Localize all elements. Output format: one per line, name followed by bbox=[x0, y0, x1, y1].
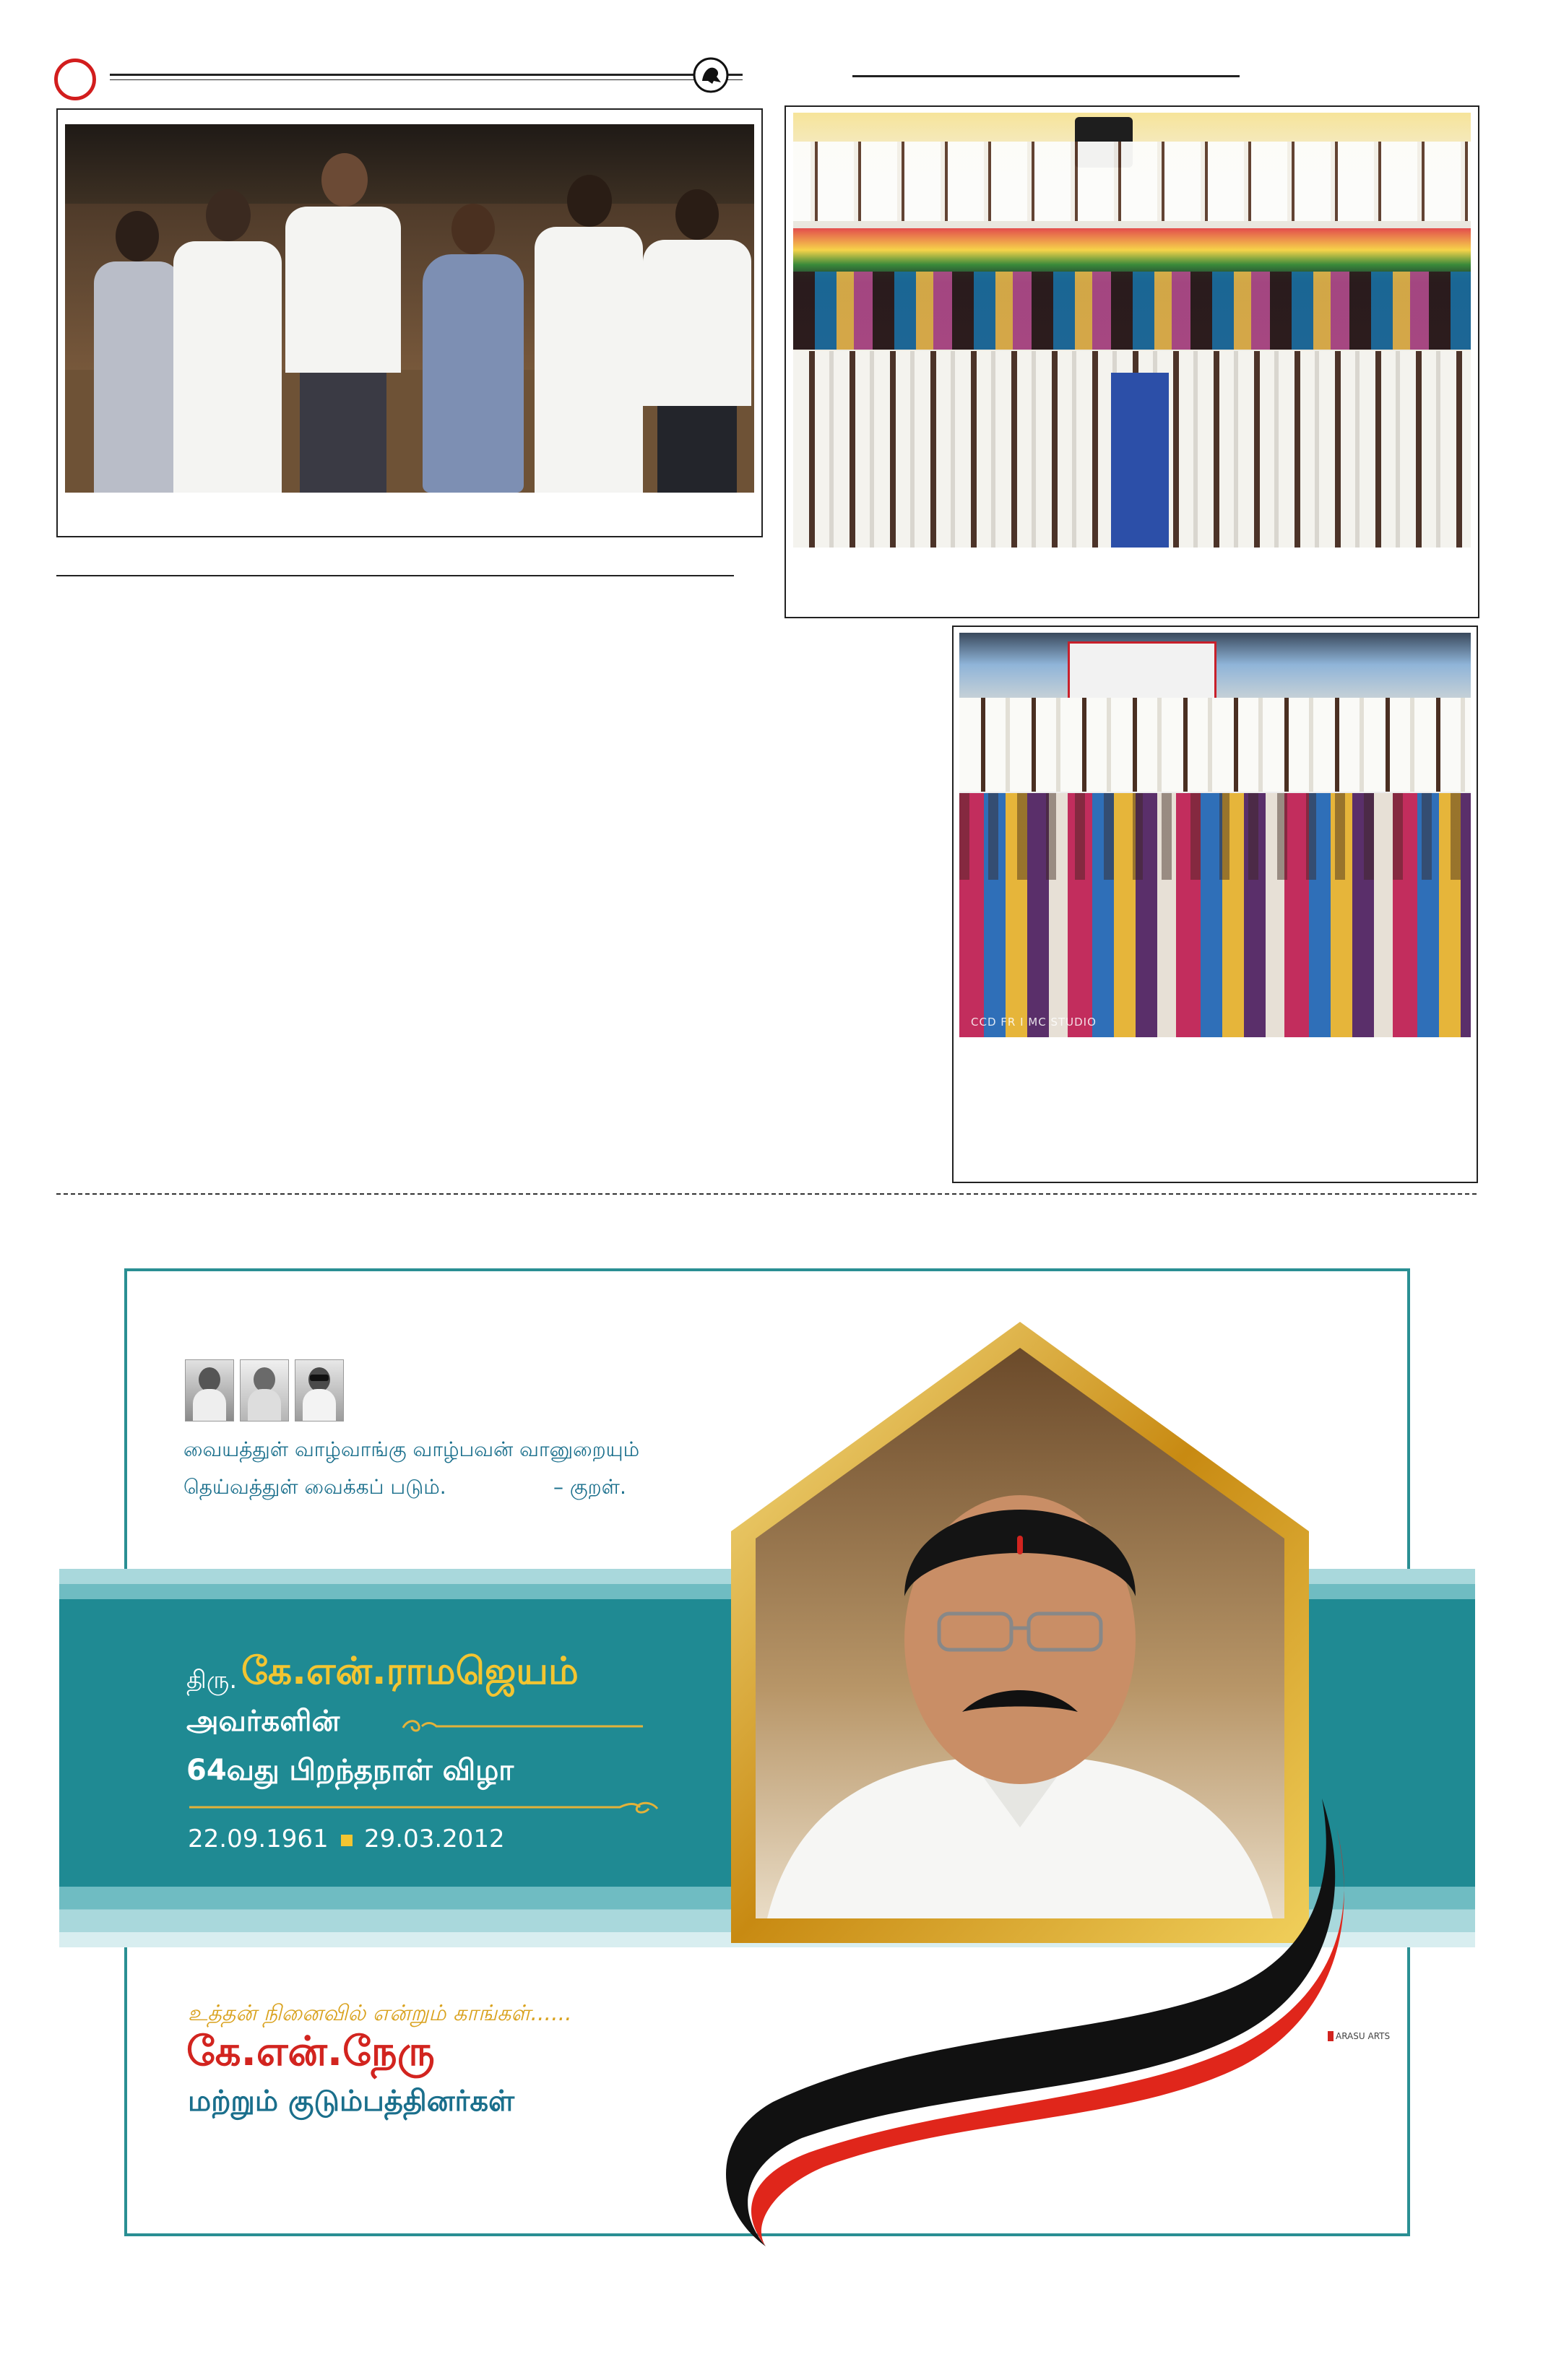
person-name: கே.என்.ராமஜெயம் bbox=[241, 1650, 579, 1693]
header-rule bbox=[110, 74, 743, 76]
photo1-frame bbox=[56, 108, 763, 537]
honorific: திரு. bbox=[186, 1666, 238, 1695]
leader-portraits bbox=[185, 1359, 345, 1420]
right-header-rule bbox=[852, 75, 1240, 77]
leader-portrait-2 bbox=[240, 1359, 289, 1421]
ornament-1 bbox=[400, 1718, 646, 1735]
artist-credit: ARASU ARTS bbox=[1328, 2031, 1390, 2041]
date-separator-icon bbox=[341, 1835, 353, 1846]
party-ribbon bbox=[686, 1799, 1358, 2261]
kural-line-1: வையத்துள் வாழ்வாங்கு வாழ்பவன் வானுறையும் bbox=[183, 1437, 640, 1461]
sender-name: கே.என்.நேரு bbox=[186, 2028, 435, 2075]
section-circle-icon bbox=[54, 59, 96, 100]
party-emblem-icon bbox=[692, 56, 730, 94]
page-header bbox=[51, 56, 773, 103]
title-line-2: அவர்களின் bbox=[186, 1705, 340, 1738]
family-group-photo bbox=[65, 124, 754, 493]
kural-source: – குறள். bbox=[553, 1475, 626, 1499]
leader-portrait-3 bbox=[295, 1359, 344, 1421]
photo-credit: CCD FR I MC STUDIO bbox=[971, 1016, 1097, 1029]
leader-portrait-1 bbox=[185, 1359, 234, 1421]
crowd-meeting-photo bbox=[959, 633, 1471, 1037]
photo3-frame bbox=[952, 626, 1478, 1183]
photo1-bottom-rule bbox=[56, 575, 734, 576]
date-death: 29.03.2012 bbox=[364, 1825, 505, 1853]
section-divider bbox=[56, 1193, 1477, 1195]
birthday-ad bbox=[0, 1228, 1543, 2254]
photo2-frame bbox=[785, 105, 1479, 618]
date-birth: 22.09.1961 bbox=[188, 1825, 329, 1853]
title-line-3: 64வது பிறந்தநாள் விழா bbox=[186, 1754, 514, 1787]
kural-line-2: தெய்வத்துள் வைக்கப் படும். bbox=[183, 1475, 446, 1499]
remembrance-line: உத்தன் நினைவில் என்றும் காங்கள்...... bbox=[188, 2001, 572, 2026]
ornament-2 bbox=[186, 1799, 663, 1816]
pledge-event-photo bbox=[793, 113, 1471, 548]
title-block bbox=[186, 1647, 706, 1907]
sender-family: மற்றும் குடும்பத்தினர்கள் bbox=[188, 2085, 515, 2118]
